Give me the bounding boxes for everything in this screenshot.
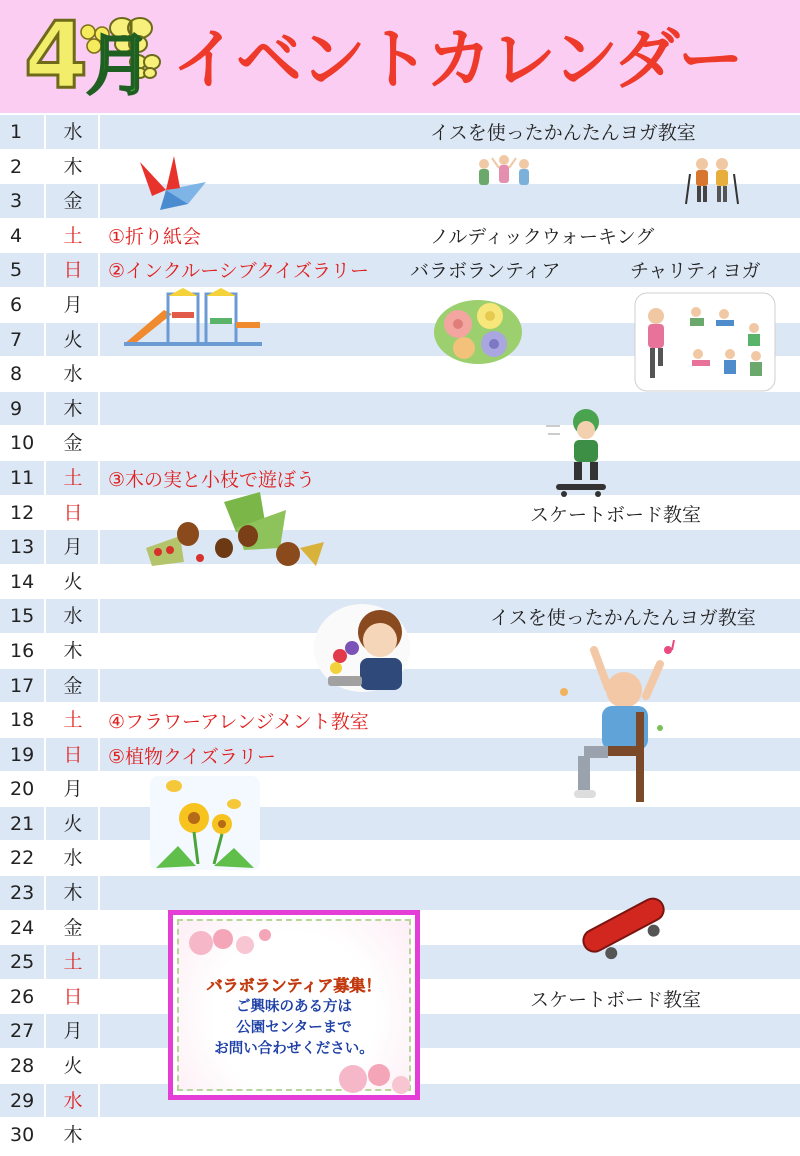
weekday: 水 xyxy=(48,599,100,633)
day-number: 4 xyxy=(0,219,46,253)
day-number: 15 xyxy=(0,599,46,633)
day-number: 26 xyxy=(0,980,46,1014)
weekday: 金 xyxy=(48,911,100,945)
day-number: 3 xyxy=(0,184,46,218)
event-nordic-walking: ノルディックウォーキング xyxy=(430,226,655,248)
crane-icon xyxy=(136,152,212,216)
weekday: 火 xyxy=(48,565,100,599)
weekday: 木 xyxy=(48,150,100,184)
weekday: 土 xyxy=(48,945,100,979)
weekday: 日 xyxy=(48,253,100,287)
day-number: 11 xyxy=(0,461,46,495)
event-chair-yoga-1: イスを使ったかんたんヨガ教室 xyxy=(430,122,696,144)
day-number: 22 xyxy=(0,841,46,875)
seniors-exercise-icon xyxy=(470,152,540,200)
acorns-icon xyxy=(140,492,324,576)
day-number: 2 xyxy=(0,150,46,184)
day-number: 29 xyxy=(0,1084,46,1118)
day-number: 14 xyxy=(0,565,46,599)
weekday: 木 xyxy=(48,876,100,910)
weekday: 月 xyxy=(48,772,100,806)
event-nuts-twigs: ③木の実と小枝で遊ぼう xyxy=(108,469,316,491)
page-title: イベントカレンダー xyxy=(172,21,742,98)
weekday: 土 xyxy=(48,219,100,253)
day-number: 1 xyxy=(0,115,46,149)
skateboard-icon xyxy=(578,888,670,964)
event-plant-quiz: ⑤植物クイズラリー xyxy=(108,746,276,768)
event-skateboard-1: スケートボード教室 xyxy=(530,504,702,526)
day-number: 5 xyxy=(0,253,46,287)
weekday: 金 xyxy=(48,669,100,703)
calendar-row xyxy=(0,1118,800,1153)
weekday: 水 xyxy=(48,357,100,391)
day-number: 18 xyxy=(0,703,46,737)
day-number: 13 xyxy=(0,530,46,564)
event-inclusive-quiz: ②インクルーシブクイズラリー xyxy=(108,260,369,282)
day-number: 20 xyxy=(0,772,46,806)
weekday: 月 xyxy=(48,288,100,322)
weekday: 日 xyxy=(48,738,100,772)
weekday: 日 xyxy=(48,980,100,1014)
weekday: 木 xyxy=(48,634,100,668)
weekday: 火 xyxy=(48,807,100,841)
day-number: 27 xyxy=(0,1014,46,1048)
header-banner xyxy=(0,0,800,113)
weekday: 金 xyxy=(48,184,100,218)
weekday: 土 xyxy=(48,703,100,737)
weekday: 水 xyxy=(48,115,100,149)
day-number: 19 xyxy=(0,738,46,772)
weekday: 火 xyxy=(48,1049,100,1083)
event-flower-arrangement: ④フラワーアレンジメント教室 xyxy=(108,711,369,733)
chair-exercise-elder-icon xyxy=(556,640,686,808)
day-number: 28 xyxy=(0,1049,46,1083)
skater-icon xyxy=(546,406,612,498)
notice-line: 公園センターまで xyxy=(236,1020,352,1036)
rose-bouquet-icon xyxy=(432,288,524,366)
weekday: 火 xyxy=(48,323,100,357)
weekday: 水 xyxy=(48,1084,100,1118)
calendar-row xyxy=(0,530,800,565)
weekday: 木 xyxy=(48,392,100,426)
event-rose-volunteer: バラボランティア xyxy=(410,260,561,282)
sunflowers-icon xyxy=(150,776,260,870)
nordic-walkers-icon xyxy=(684,154,740,208)
weekday: 日 xyxy=(48,496,100,530)
day-number: 17 xyxy=(0,669,46,703)
weekday: 水 xyxy=(48,841,100,875)
day-number: 24 xyxy=(0,911,46,945)
day-number: 23 xyxy=(0,876,46,910)
month-kanji: 月 xyxy=(86,27,152,104)
notice-frame xyxy=(177,919,411,1091)
calendar-row xyxy=(0,392,800,427)
day-number: 9 xyxy=(0,392,46,426)
event-chair-yoga-2: イスを使ったかんたんヨガ教室 xyxy=(490,607,756,629)
weekday: 金 xyxy=(48,426,100,460)
month-number: 4 xyxy=(24,2,89,109)
weekday: 木 xyxy=(48,1118,100,1152)
day-number: 12 xyxy=(0,496,46,530)
event-charity-yoga: チャリティヨガ xyxy=(630,260,761,282)
calendar-row xyxy=(0,807,800,842)
day-number: 8 xyxy=(0,357,46,391)
day-number: 16 xyxy=(0,634,46,668)
weekday: 土 xyxy=(48,461,100,495)
calendar-row xyxy=(0,565,800,600)
event-skateboard-2: スケートボード教室 xyxy=(530,989,702,1011)
day-number: 10 xyxy=(0,426,46,460)
day-number: 25 xyxy=(0,945,46,979)
weekday: 月 xyxy=(48,1014,100,1048)
notice-line: お問い合わせください。 xyxy=(214,1041,374,1057)
volunteer-notice xyxy=(168,910,420,1100)
flower-arranging-boy-icon xyxy=(312,604,412,692)
day-number: 6 xyxy=(0,288,46,322)
calendar-row xyxy=(0,876,800,911)
day-number: 7 xyxy=(0,323,46,357)
calendar-row xyxy=(0,184,800,219)
day-number: 21 xyxy=(0,807,46,841)
calendar-row xyxy=(0,426,800,461)
yoga-poses-icon xyxy=(634,292,776,392)
calendar-row xyxy=(0,150,800,185)
day-number: 30 xyxy=(0,1118,46,1152)
rose-corner-icon xyxy=(185,925,275,969)
event-origami: ①折り紙会 xyxy=(108,226,202,248)
notice-line: ご興味のある方は xyxy=(236,999,352,1015)
weekday: 月 xyxy=(48,530,100,564)
calendar-row xyxy=(0,841,800,876)
notice-heading: バラボランティア募集！ xyxy=(206,976,382,995)
playground-icon xyxy=(124,288,262,346)
